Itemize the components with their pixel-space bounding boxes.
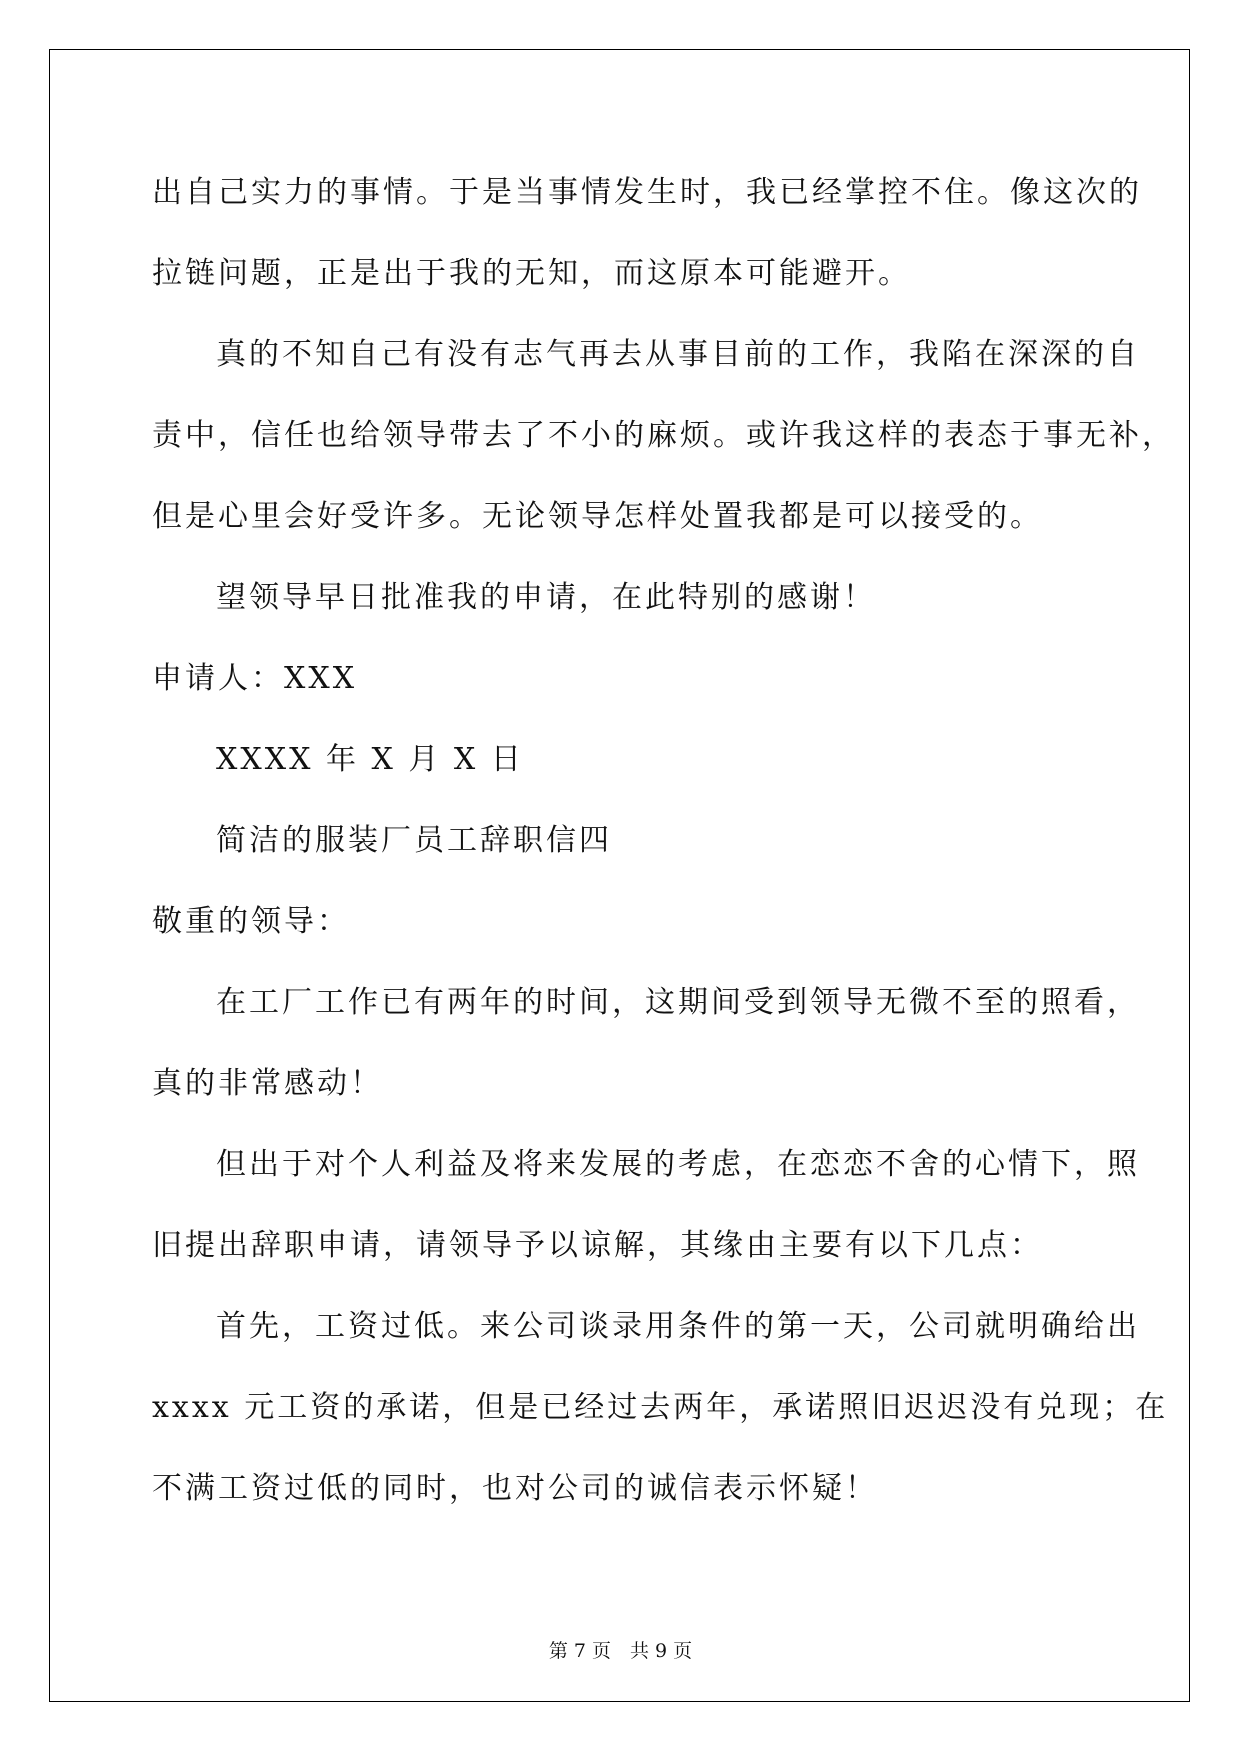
applicant-line: 申请人：XXX [152, 661, 358, 696]
text-line: 但出于对个人利益及将来发展的考虑，在恋恋不舍的心情下，照 [216, 1147, 1140, 1182]
text-line: 出自己实力的事情。于是当事情发生时，我已经掌控不住。像这次的 [152, 175, 1142, 210]
text-line: 真的非常感动！ [152, 1066, 383, 1101]
text-line: 首先，工资过低。来公司谈录用条件的第一天，公司就明确给出 [216, 1309, 1140, 1344]
text-line: 在工厂工作已有两年的时间，这期间受到领导无微不至的照看， [216, 985, 1140, 1020]
section-title: 简洁的服装厂员工辞职信四 [216, 823, 612, 858]
text-line: 责中，信任也给领导带去了不小的麻烦。或许我这样的表态于事无补， [152, 418, 1175, 453]
text-line: 但是心里会好受许多。无论领导怎样处置我都是可以接受的。 [152, 499, 1043, 534]
text-line: 拉链问题，正是出于我的无知，而这原本可能避开。 [152, 256, 911, 291]
text-line: 真的不知自己有没有志气再去从事目前的工作，我陷在深深的自 [216, 337, 1140, 372]
text-line: 望领导早日批准我的申请，在此特别的感谢！ [216, 580, 876, 615]
text-line: xxxx 元工资的承诺，但是已经过去两年，承诺照旧迟迟没有兑现；在 [152, 1390, 1169, 1425]
salutation: 敬重的领导： [152, 904, 350, 939]
text-line: 旧提出辞职申请，请领导予以谅解，其缘由主要有以下几点： [152, 1228, 1043, 1263]
text-line: 不满工资过低的同时，也对公司的诚信表示怀疑！ [152, 1471, 878, 1506]
date-line: XXXX 年 X 月 X 日 [216, 742, 524, 777]
document-body [152, 152, 1175, 1529]
page-number: 第 7 页 共 9 页 [548, 1640, 693, 1662]
